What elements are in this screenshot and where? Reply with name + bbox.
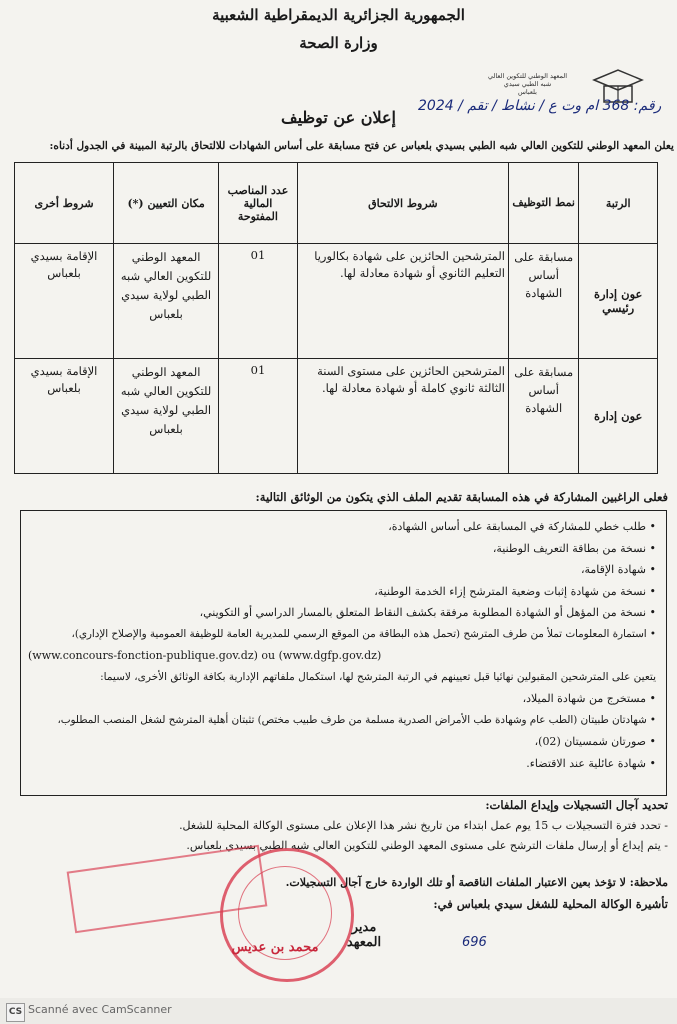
institute-line: شبه الطبي سيدي	[503, 80, 552, 88]
list-item: • مستخرج من شهادة الميلاد،	[522, 692, 656, 705]
employment-agency-visa: تأشيرة الوكالة المحلية للشغل سيدي بلعباس في:	[433, 897, 668, 911]
camscanner-icon: CS	[6, 1003, 25, 1022]
cell-place: المعهد الوطني للتكوين العالي شبه الطبي لولاية سيدي بلعباس	[114, 244, 219, 359]
list-item: • شهادة عائلية عند الاقتضاء.	[526, 756, 656, 770]
list-item: • نسخة من بطاقة التعريف الوطنية،	[492, 541, 656, 555]
institute-line: المعهد الوطني للتكوين العالي	[487, 72, 568, 80]
announcement-intro: يعلن المعهد الوطني للتكوين العالي شبه الطبي بسيدي بلعباس عن فتح مسابقة على أساس الشهادات للالتحاق بالرتبة المبينة في الجدول أدناه:	[49, 140, 674, 152]
list-item: • نسخة من شهادة إثبات وضعية المترشح إزاء الخدمة الوطنية،	[374, 584, 656, 598]
handwritten-number: 696	[462, 935, 487, 950]
list-item: - يتم إيداع أو إرسال ملفات الترشح على مستوى المعهد الوطني للتكوين العالي شبه الطبي بسيدي بلعباس.	[186, 839, 668, 852]
cell-other: الإقامة بسيدي بلعباس	[15, 359, 114, 474]
list-item: • طلب خطي للمشاركة في المسابقة على أساس الشهادة،	[388, 520, 656, 533]
list-item: • نسخة من المؤهل أو الشهادة المطلوبة مرفقة بكشف النقاط المتعلق بالمسار الدراسي أو التكويني،	[199, 606, 656, 619]
list-item: - تحدد فترة التسجيلات ب 15 يوم عمل ابتداء من تاريخ نشر هذا الإعلان على مستوى الوكالة المحلية للشغل.	[179, 819, 668, 832]
table-header-row	[15, 163, 658, 244]
website-links: (www.concours-fonction-publique.gov.dz) ou (www.dgfp.gov.dz)	[28, 649, 382, 662]
institute-line: بلعباس	[518, 88, 537, 96]
handwritten-reference: رقم: 368 ام وت ع / نشاط / تقم / 2024	[418, 98, 662, 114]
cell-conditions: المترشحين الحائزين على شهادة بكالوريا التعليم الثانوي أو شهادة معادلة لها.	[297, 244, 508, 359]
deadlines-heading: تحديد آجال التسجيلات وإيداع الملفات:	[485, 798, 668, 812]
scanner-text: Scanné avec CamScanner	[28, 1003, 172, 1016]
director-title: مدير المعهد	[346, 920, 382, 950]
cell-grade: عون إدارة	[579, 359, 658, 474]
cell-other: الإقامة بسيدي بلعباس	[15, 244, 114, 359]
header-other: شروط أخرى	[15, 163, 114, 244]
republic-header: الجمهورية الجزائرية الديمقراطية الشعبية	[212, 6, 465, 24]
documents-heading: فعلى الراغبين المشاركة في هذه المسابقة تقديم الملف الذي يتكون من الوثائق التالية:	[255, 490, 668, 504]
cell-positions: 01	[219, 244, 298, 359]
cell-conditions: المترشحين الحائزين على مستوى السنة الثالثة ثانوي كاملة أو شهادة معادلة لها.	[297, 359, 508, 474]
positions-table	[14, 162, 658, 474]
deadlines-list	[14, 816, 668, 856]
cell-place: المعهد الوطني للتكوين العالي شبه الطبي لولاية سيدي بلعباس	[114, 359, 219, 474]
header-grade: الرتبة	[579, 163, 658, 244]
header-conditions: شروط الالتحاق	[297, 163, 508, 244]
header-positions: عدد المناصب المالية المفتوحة	[219, 163, 298, 244]
ministry-header: وزارة الصحة	[299, 34, 378, 52]
director-name: محمد بن عديس	[231, 940, 319, 955]
cell-mode: مسابقة على أساس الشهادة	[509, 244, 579, 359]
header-mode: نمط التوظيف	[509, 163, 579, 244]
list-item: • صورتان شمسيتان (02)،	[534, 735, 656, 748]
note: ملاحظة: لا تؤخذ بعين الاعتبار الملفات الناقصة أو تلك الواردة خارج آجال التسجيلات.	[285, 876, 668, 889]
table-row	[15, 244, 658, 359]
cell-grade: عون إدارة رئيسي	[579, 244, 658, 359]
final-intro: يتعين على المترشحين المقبولين نهائيا قبل تعيينهم في الرتبة المترشح لها، استكمال ملفاتهم الإدارية بكافة الوثائق الأخرى، لاسيما:	[100, 670, 656, 683]
cell-mode: مسابقة على أساس الشهادة	[509, 359, 579, 474]
announcement-title: إعلان عن توظيف	[281, 108, 396, 127]
cell-positions: 01	[219, 359, 298, 474]
institute-name-small	[470, 72, 585, 96]
table-row	[15, 359, 658, 474]
list-item: • استمارة المعلومات تملأ من طرف المترشح (تحمل هذه البطاقة من الموقع الرسمي للمديرية العامة للوظيفة العمومية والإصلاح الإداري)،	[71, 627, 656, 640]
list-item: • شهادتان طبيتان (الطب عام وشهادة طب الأمراض الصدرية مسلمة من طرف طبيب مختص) تثبتان أهلية المترشح لشغل المنصب المطلوب،	[57, 713, 656, 726]
list-item: • شهادة الإقامة،	[580, 563, 656, 576]
documents-list	[28, 516, 656, 774]
header-place: مكان التعيين (*)	[114, 163, 219, 244]
